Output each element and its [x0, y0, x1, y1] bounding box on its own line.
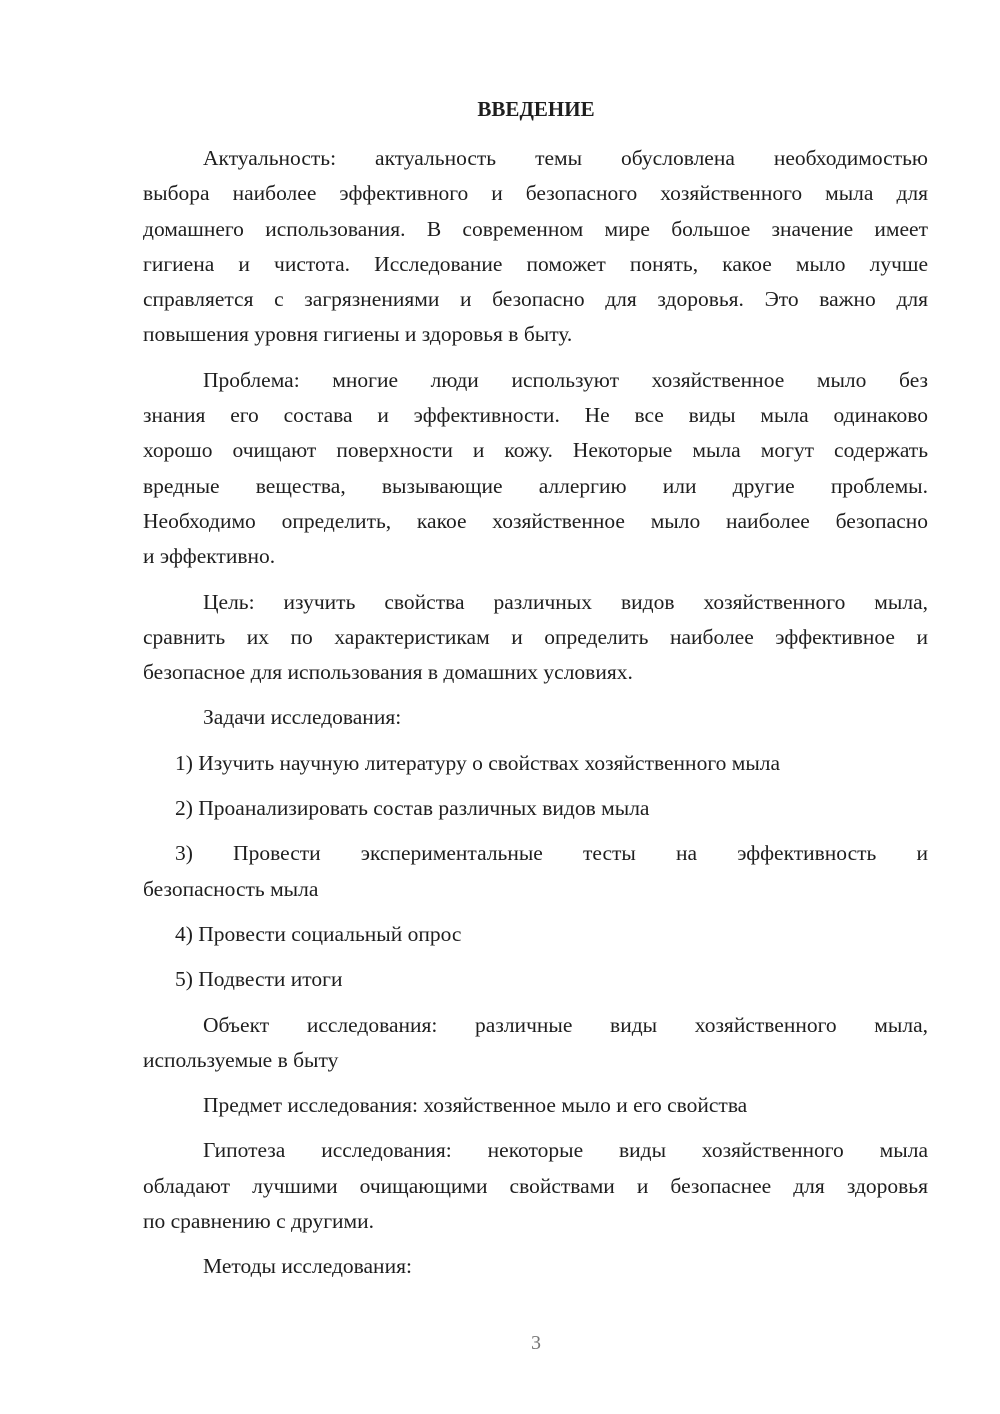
list-item — [143, 917, 928, 952]
list-item — [143, 962, 928, 997]
paragraph — [143, 363, 928, 575]
text-line: и эффективно. — [143, 544, 276, 569]
text-line: по сравнению с другими. — [143, 1209, 374, 1234]
text-line: Гипотеза исследования: некоторые виды хозяйственного мыла — [203, 1138, 928, 1163]
paragraph — [143, 1249, 928, 1284]
text-line: безопасное для использования в домашних условиях. — [143, 660, 633, 685]
text-line: Необходимо определить, какое хозяйственное мыло наиболее безопасно — [143, 508, 928, 533]
text-line: хорошо очищают поверхности и кожу. Некоторые мыла могут содержать — [143, 438, 928, 463]
text-line: 2) Проанализировать состав различных видов мыла — [175, 796, 650, 821]
text-line: используемые в быту — [143, 1047, 339, 1072]
text-line: Объект исследования: различные виды хозяйственного мыла, — [203, 1012, 928, 1037]
text-line: выбора наиболее эффективного и безопасного хозяйственного мыла для — [143, 181, 928, 206]
text-line: вредные вещества, вызывающие аллергию или другие проблемы. — [143, 473, 928, 498]
text-line: гигиена и чистота. Исследование поможет понять, какое мыло лучше — [143, 251, 928, 276]
list-item — [143, 836, 928, 907]
text-line: Предмет исследования: хозяйственное мыло и его свойства — [203, 1093, 748, 1118]
text-line: безопасность мыла — [143, 876, 319, 901]
text-line: 5) Подвести итоги — [175, 967, 343, 992]
paragraph — [143, 1088, 928, 1123]
paragraph — [143, 700, 928, 735]
document-body — [143, 141, 928, 1295]
text-line: Цель: изучить свойства различных видов хозяйственного мыла, — [203, 589, 928, 614]
text-line: Методы исследования: — [203, 1254, 412, 1279]
paragraph — [143, 1133, 928, 1239]
text-line: сравнить их по характеристикам и определить наиболее эффективное и — [143, 624, 928, 649]
paragraph — [143, 1008, 928, 1079]
paragraph — [143, 585, 928, 691]
paragraph — [143, 141, 928, 353]
text-line: Актуальность: актуальность темы обусловлена необходимостью — [203, 146, 928, 170]
text-line: 3) Провести экспериментальные тесты на эффективность и — [175, 841, 928, 866]
text-line: обладают лучшими очищающими свойствами и безопаснее для здоровья — [143, 1173, 928, 1198]
text-line: 4) Провести социальный опрос — [175, 921, 462, 946]
text-line: Задачи исследования: — [203, 705, 402, 730]
text-line: справляется с загрязнениями и безопасно для здоровья. Это важно для — [143, 287, 928, 312]
page-number: 3 — [531, 1332, 541, 1354]
list-item — [143, 746, 928, 781]
text-line: повышения уровня гигиены и здоровья в быту. — [143, 322, 573, 347]
text-line: Проблема: многие люди используют хозяйственное мыло без — [203, 367, 928, 392]
text-line: знания его состава и эффективности. Не все виды мыла одинаково — [143, 403, 928, 428]
list-item — [143, 791, 928, 826]
text-line: домашнего использования. В современном мире большое значение имеет — [143, 216, 928, 241]
text-line: 1) Изучить научную литературу о свойствах хозяйственного мыла — [175, 750, 781, 775]
page-title: ВВЕДЕНИЕ — [477, 97, 595, 121]
